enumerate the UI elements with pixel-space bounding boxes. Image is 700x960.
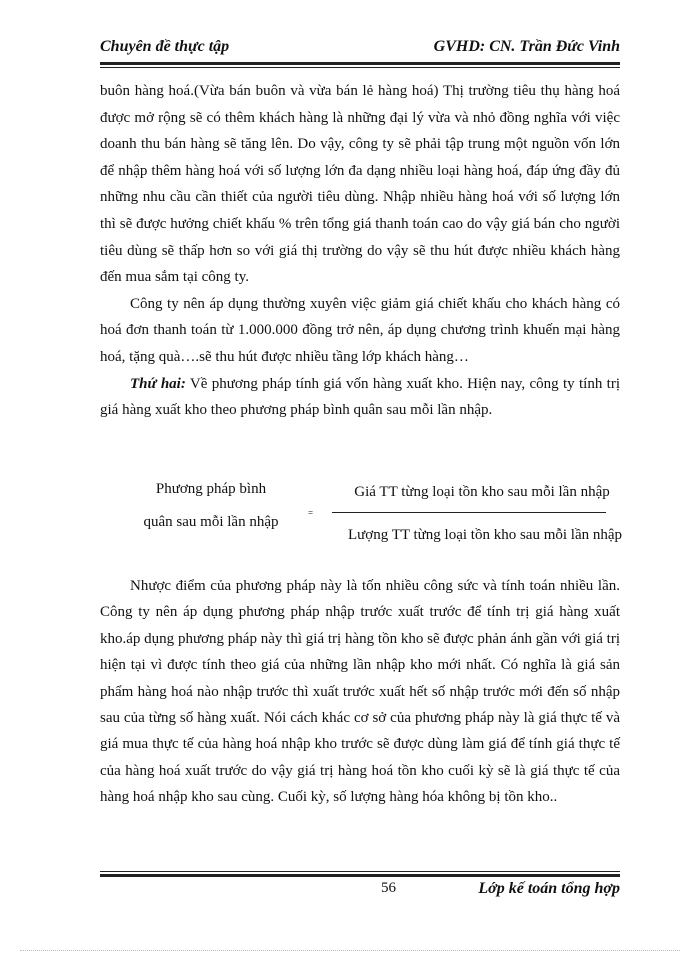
header-rule-thin [100, 67, 620, 68]
formula-lhs [126, 478, 296, 534]
formula-lhs-line2: quân sau mỗi lần nhập [143, 514, 279, 530]
header-left-title: Chuyên đề thực tập [100, 38, 230, 55]
page-number: 56 [381, 880, 396, 896]
header-supervisor: GVHD: CN. Trần Đức Vinh [433, 38, 620, 55]
paragraph-3-text: Về phương pháp tính giá vốn hàng xuất kho. Hiện nay, công ty tính trị giá hàng xuất kho theo phương pháp bình quân sau mỗi lần nhập. [100, 375, 621, 419]
formula-lhs-line1: Phương pháp bình [155, 481, 267, 497]
formula-numerator: Giá TT từng loại tồn kho sau mỗi lần nhập [354, 484, 610, 500]
header-rule [100, 62, 620, 65]
formula-equals: = [308, 508, 314, 518]
fraction-bar [332, 512, 606, 513]
footer-rule-thin [100, 871, 620, 872]
body-text-bottom [100, 573, 620, 811]
paragraph-2: Công ty nên áp dụng thường xuyên việc giảm giá chiết khấu cho khách hàng có hoá đơn thanh toán từ 1.000.000 đồng trở nên, áp dụng chương trình khuến mại hàng hoá, tặng quà….sẽ thu hút được nhiều tầng lớp khách hàng… [100, 295, 620, 365]
page-edge-divider [20, 950, 680, 951]
paragraph-3 [100, 371, 620, 424]
footer-class-name: Lớp kế toán tổng hợp [478, 880, 620, 897]
paragraph-3-lead: Thứ hai: [130, 375, 186, 392]
footer-rule [100, 874, 620, 877]
paragraph-4: Nhược điểm của phương pháp này là tốn nhiều công sức và tính toán nhiều lần. Công ty nên áp dụng phương pháp nhập trước xuất trước để tính trị giá hàng xuất kho.áp dụng phương pháp này thì giá trị hàng tồn kho sẽ được phản ánh gần với giá trị hiện tại vì được tính theo giá của những lần nhập kho mới nhất. Có nghĩa là giá sản phẩm hàng hoá nào nhập trước thì xuất trước xuất hết số nhập trước mới đến số nhập sau của từng số hàng xuất. Nói cách khác cơ sở của phương pháp này là giá thực tế và giá mua thực tế của hàng hoá nhập kho trước sẽ được dùng làm giá để tính giá thực tế của hàng hoá xuất trước do vậy giá trị hàng hoá tồn kho cuối kỳ sẽ là giá thực tế của hàng hoá nhập kho sau cùng. Cuối kỳ, số lượng hàng hóa không bị tồn kho.. [100, 578, 620, 806]
page-header [100, 38, 620, 64]
formula-block [100, 478, 640, 548]
formula-denominator: Lượng TT từng loại tồn kho sau mỗi lần nhập [347, 527, 623, 543]
paragraph-1: buôn hàng hoá.(Vừa bán buôn và vừa bán lẻ hàng hoá) Thị trường tiêu thụ hàng hoá được mở rộng sẽ có thêm khách hàng là những đại lý vừa và nhỏ đồng nghĩa với việc doanh thu bán hàng sẽ tăng lên. Do vậy, công ty sẽ phải tập trung một nguồn vốn lớn để nhập thêm hàng hoá với số lượng lớn đa dạng nhiều loại hàng hoá, đáp ứng đầy đủ những nhu cầu cần thiết của người tiêu dùng. Nhập nhiều hàng hoá với số lượng lớn thì sẽ được hưởng chiết khấu % trên tổng giá thanh toán cao do vậy giá bán cho người tiêu dùng sẽ thấp hơn so với giá thị trường do vậy sẽ thu hút được nhiều khách hàng đến mua sắm tại công ty. [100, 83, 620, 286]
body-text-top [100, 78, 620, 424]
